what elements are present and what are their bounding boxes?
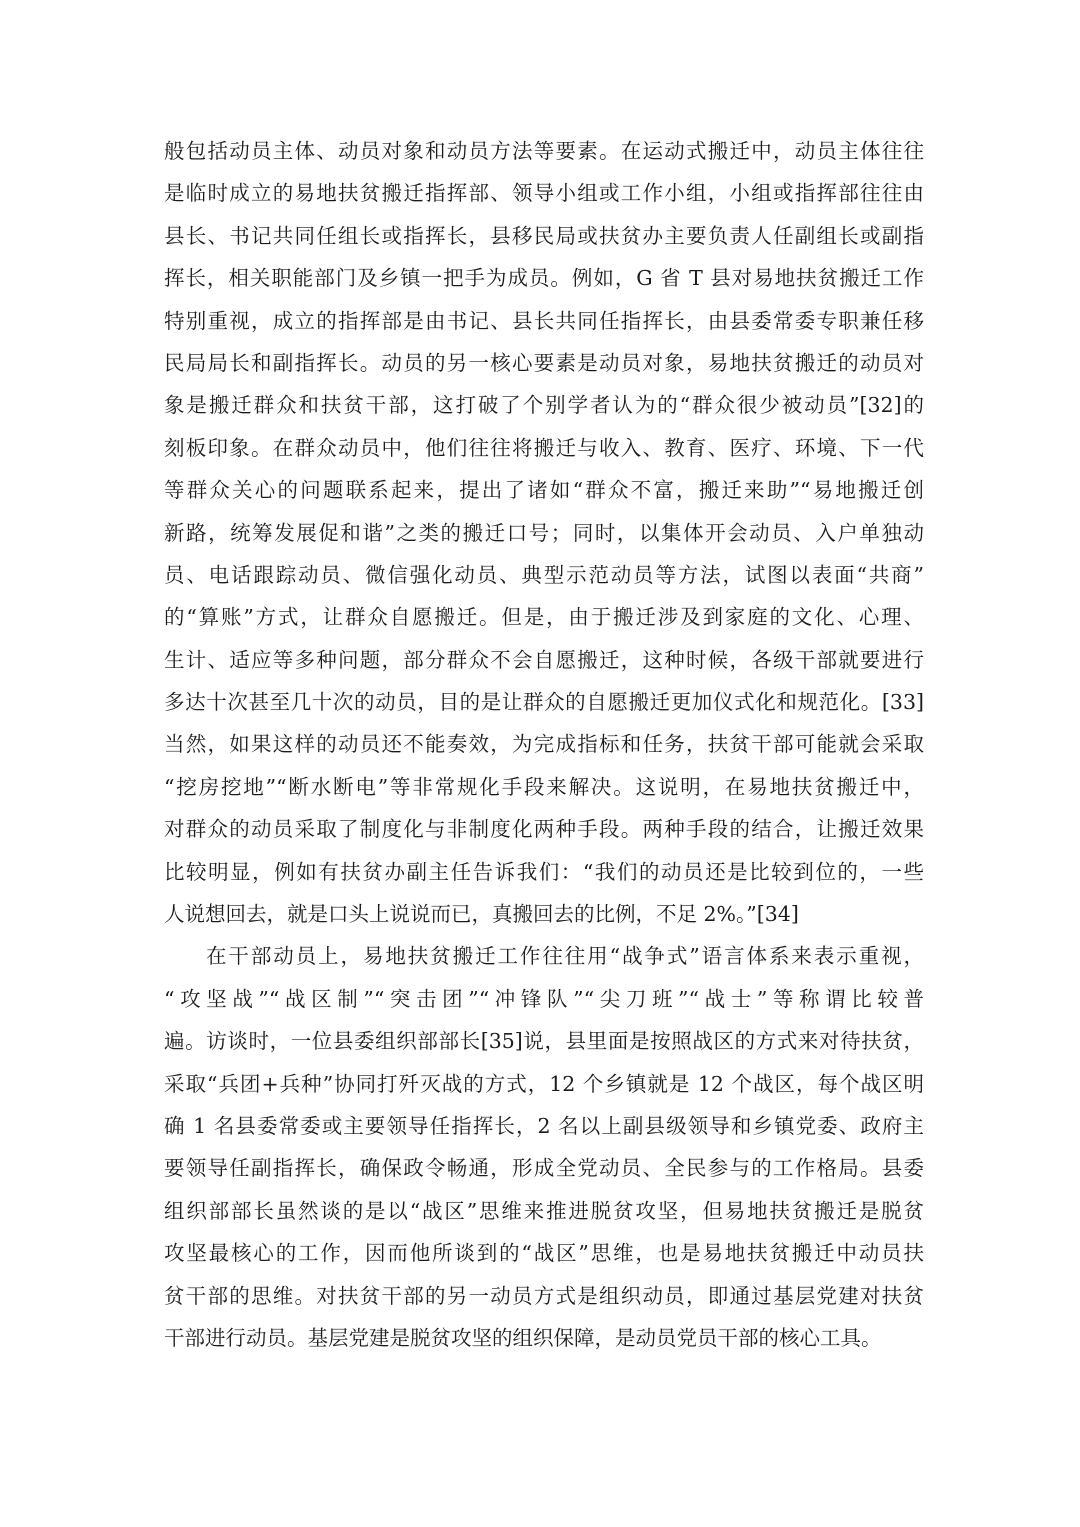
- text-line: 民局局长和副指挥长。动员的另一核心要素是动员对象，易地扶贫搬迁的动员对: [164, 350, 924, 375]
- text-line: 干部进行动员。基层党建是脱贫攻坚的组织保障，是动员党员干部的核心工具。: [164, 1325, 882, 1350]
- text-line: 的“算账”方式，让群众自愿搬迁。但是，由于搬迁涉及到家庭的文化、心理、: [164, 605, 924, 630]
- text-line: 当然，如果这样的动员还不能奏效，为完成指标和任务，扶贫干部可能就会采取: [164, 732, 924, 757]
- text-line: 人说想回去，就是口头上说说而已，真搬回去的比例，不足 2%。”[34]: [164, 902, 799, 927]
- text-line: 员、电话跟踪动员、微信强化动员、典型示范动员等方法，试图以表面“共商”: [164, 562, 924, 587]
- text-line: 生计、适应等多种问题，部分群众不会自愿搬迁，这种时候，各级干部就要进行: [164, 647, 924, 672]
- text-line: “挖房挖地”“断水断电”等非常规化手段来解决。这说明，在易地扶贫搬迁中，: [164, 774, 924, 799]
- text-line: 县长、书记共同任组长或指挥长，县移民局或扶贫办主要负责人任副组长或副指: [164, 223, 924, 248]
- body-text: [164, 130, 924, 1359]
- text-line: 攻坚最核心的工作，因而他所谈到的“战区”思维，也是易地扶贫搬迁中动员扶: [164, 1241, 924, 1266]
- text-line: 采取“兵团+兵种”协同打歼灭战的方式，12 个乡镇就是 12 个战区，每个战区明: [164, 1071, 924, 1096]
- text-line: 比较明显，例如有扶贫办副主任告诉我们：“我们的动员还是比较到位的，一些: [164, 859, 924, 884]
- text-line: “攻坚战”“战区制”“突击团”“冲锋队”“尖刀班”“战士”等称谓比较普: [164, 986, 924, 1011]
- text-line: 在干部动员上，易地扶贫搬迁工作往往用“战争式”语言体系来表示重视，: [206, 944, 924, 969]
- text-line: 新路，统筹发展促和谐”之类的搬迁口号；同时，以集体开会动员、入户单独动: [164, 520, 924, 545]
- text-line: 多达十次甚至几十次的动员，目的是让群众的自愿搬迁更加仪式化和规范化。[33]: [164, 690, 924, 715]
- paragraph-2: [164, 935, 924, 1359]
- text-line: 般包括动员主体、动员对象和动员方法等要素。在运动式搬迁中，动员主体往往: [164, 139, 924, 163]
- text-line: 遍。访谈时，一位县委组织部部长[35]说，县里面是按照战区的方式来对待扶贫，: [164, 1029, 924, 1054]
- text-line: 对群众的动员采取了制度化与非制度化两种手段。两种手段的结合，让搬迁效果: [164, 817, 924, 842]
- text-line: 是临时成立的易地扶贫搬迁指挥部、领导小组或工作小组，小组或指挥部往往由: [164, 181, 924, 206]
- text-line: 象是搬迁群众和扶贫干部，这打破了个别学者认为的“群众很少被动员”[32]的: [164, 393, 924, 418]
- text-line: 等群众关心的问题联系起来，提出了诸如“群众不富，搬迁来助”“易地搬迁创: [164, 478, 924, 503]
- paragraph-1: [164, 130, 924, 935]
- text-line: 刻板印象。在群众动员中，他们往往将搬迁与收入、教育、医疗、环境、下一代: [164, 435, 924, 460]
- text-line: 特别重视，成立的指挥部是由书记、县长共同任指挥长，由县委常委专职兼任移: [164, 308, 924, 333]
- text-line: 贫干部的思维。对扶贫干部的另一动员方式是组织动员，即通过基层党建对扶贫: [164, 1283, 924, 1308]
- text-line: 确 1 名县委常委或主要领导任指挥长，2 名以上副县级领导和乡镇党委、政府主: [164, 1113, 924, 1138]
- text-line: 挥长，相关职能部门及乡镇一把手为成员。例如，G 省 T 县对易地扶贫搬迁工作: [164, 266, 924, 291]
- text-line: 组织部部长虽然谈的是以“战区”思维来推进脱贫攻坚，但易地扶贫搬迁是脱贫: [164, 1198, 924, 1223]
- text-line: 要领导任副指挥长，确保政令畅通，形成全党动员、全民参与的工作格局。县委: [164, 1156, 924, 1181]
